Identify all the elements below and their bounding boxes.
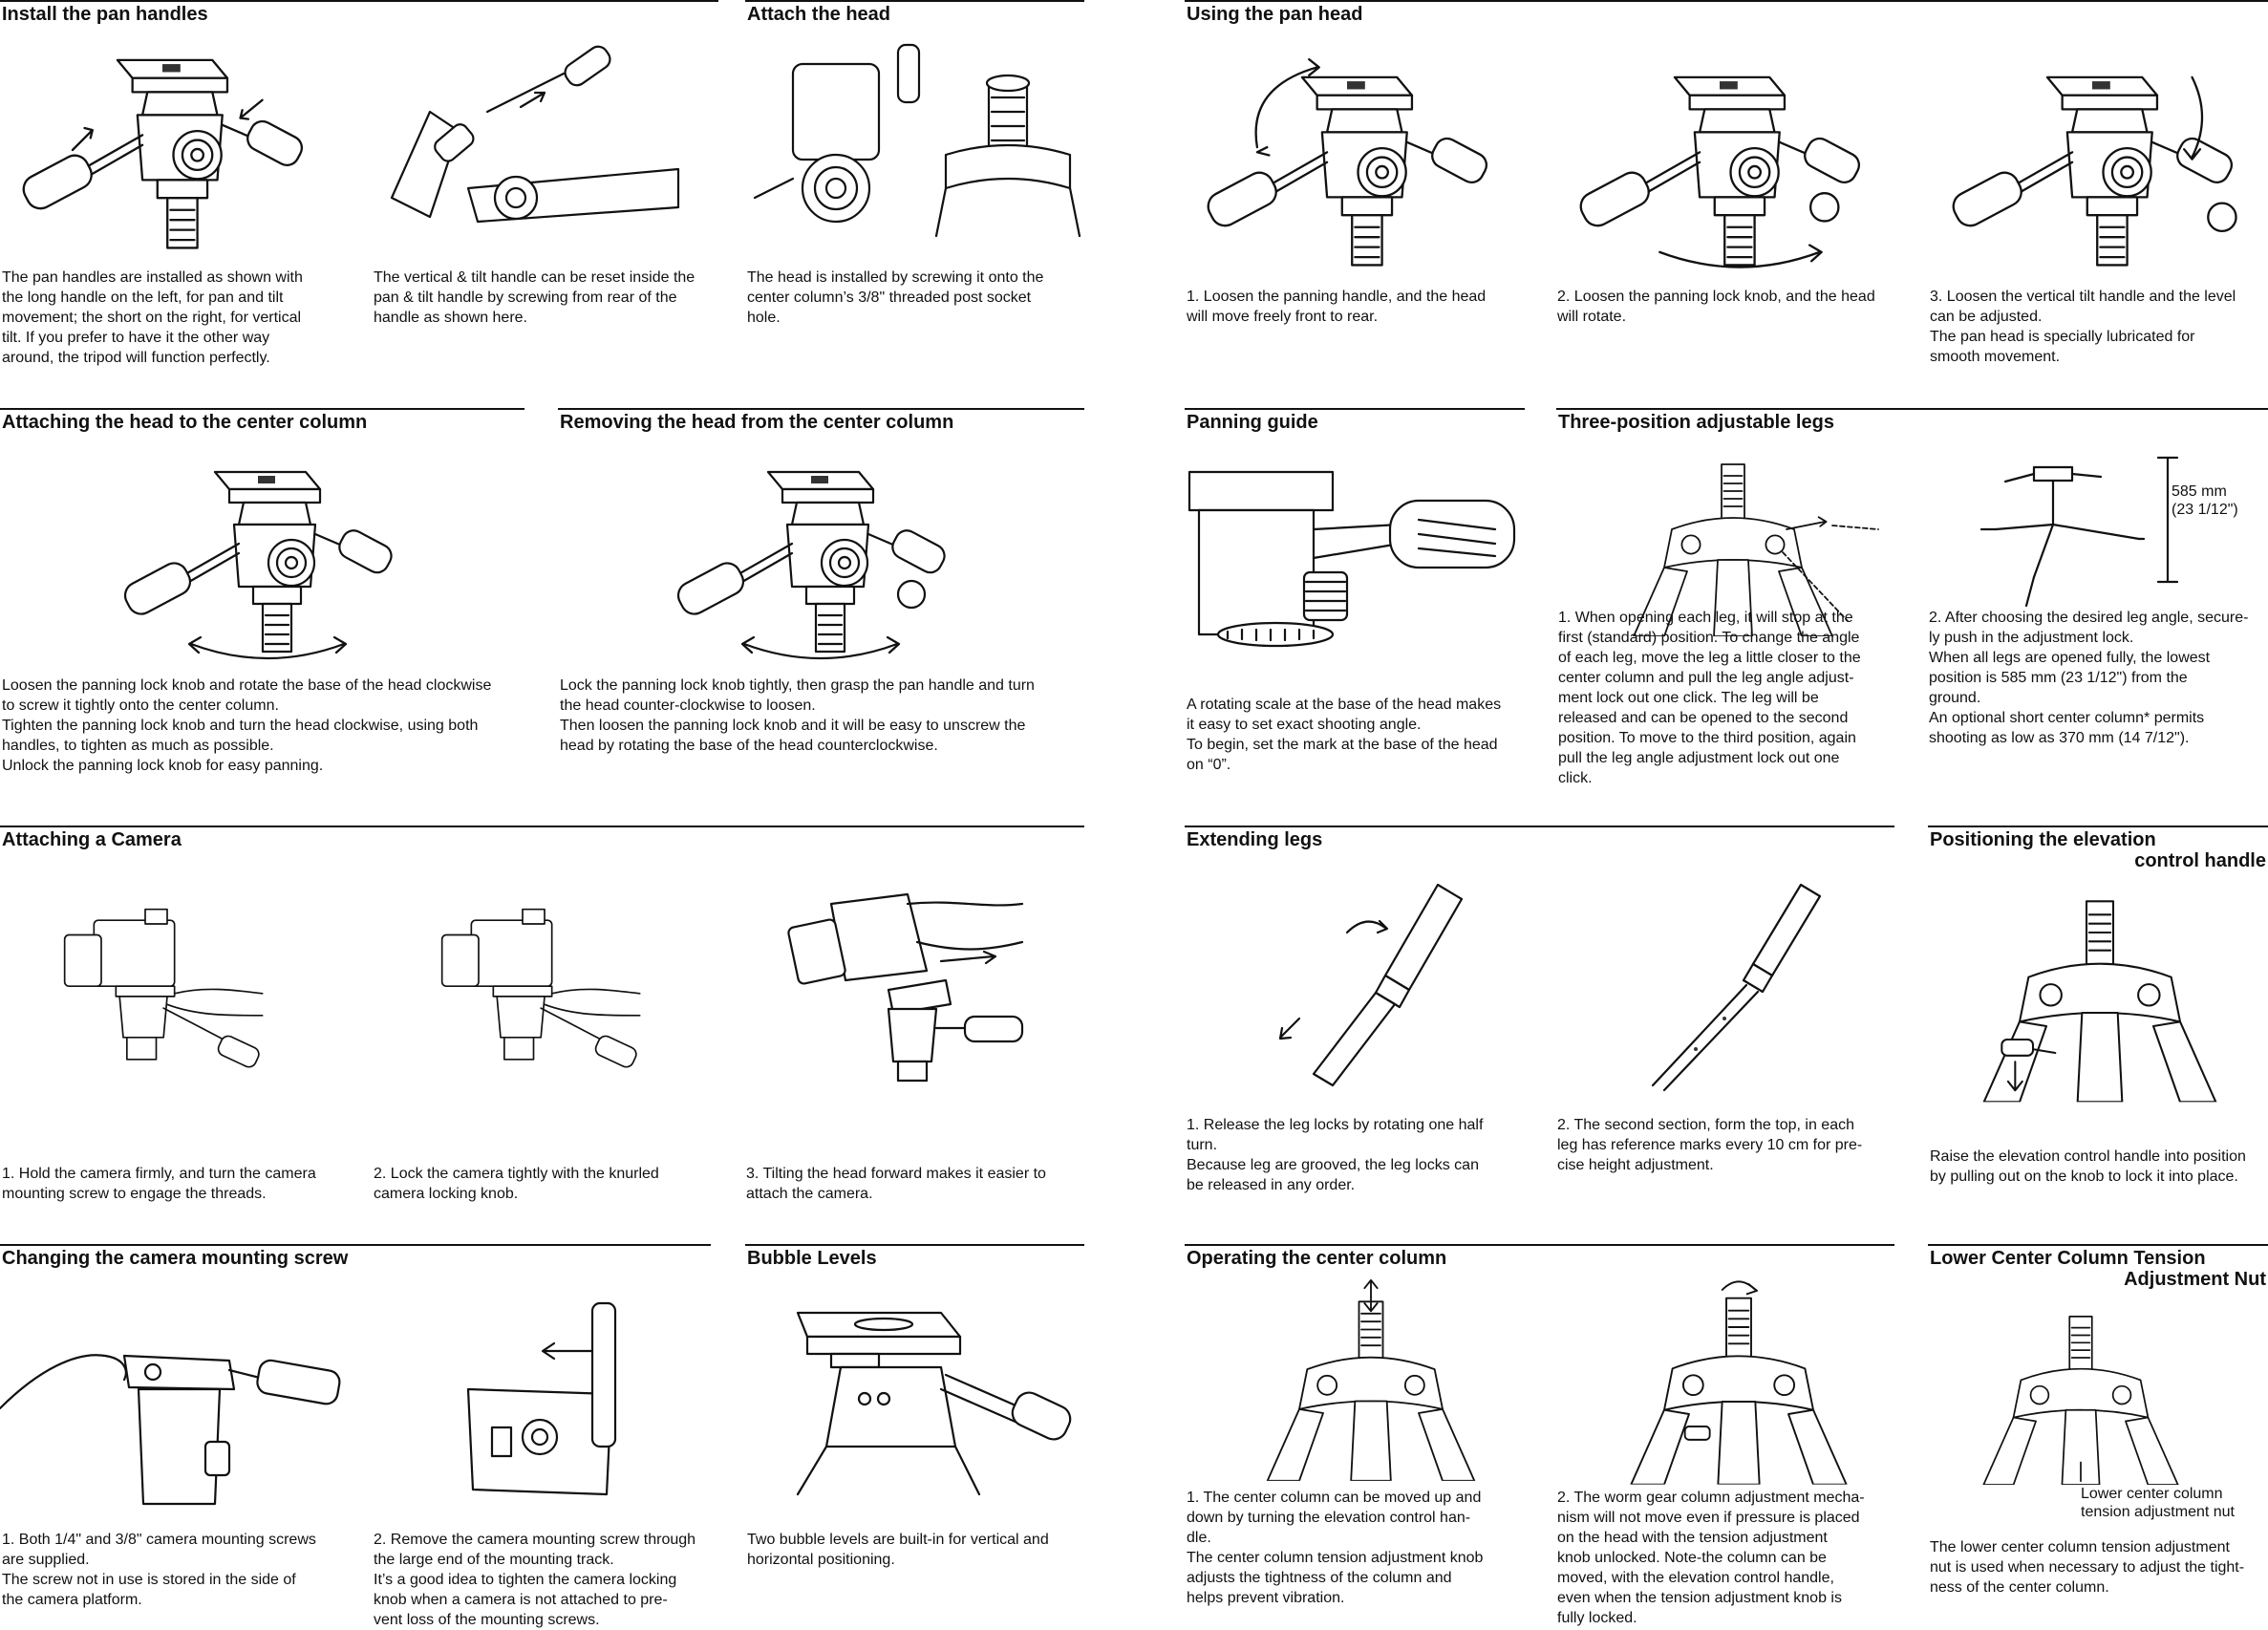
changing-screw-step2: 2. Remove the camera mounting screw through the large end of the mounting track. It’s a good idea to tighten the camera locking knob when a camera is not attached to pre- vent loss of the mounting screws. bbox=[374, 1532, 696, 1628]
screw-removal-illustration bbox=[449, 1294, 640, 1504]
section-three-position-legs bbox=[1556, 408, 2268, 792]
pan-head-step1-illustration bbox=[1189, 57, 1505, 277]
section-title: Attaching a Camera bbox=[2, 829, 182, 850]
section-title: Operating the center column bbox=[1187, 1248, 1447, 1269]
section-extending-legs bbox=[1185, 826, 1894, 1210]
panning-guide-text: A rotating scale at the base of the head makes it easy to set exact shooting angle. To begin, set the mark at the base of the head on “0”. bbox=[1187, 697, 1502, 773]
operating-column-step1-illustration bbox=[1252, 1284, 1490, 1494]
using-pan-head-step1: 1. Loosen the panning handle, and the head will move freely front to rear. bbox=[1187, 289, 1487, 325]
section-title: Attaching the head to the center column bbox=[2, 412, 368, 433]
camera-step1-illustration bbox=[57, 880, 277, 1100]
using-pan-head-step2: 2. Loosen the panning lock knob, and the head will rotate. bbox=[1557, 289, 1875, 325]
tension-nut-callout: Lower center column tension adjustment nut bbox=[2081, 1486, 2235, 1520]
panning-guide-illustration bbox=[1189, 472, 1519, 654]
changing-screw-step1: 1. Both 1/4" and 3/8" camera mounting screws are supplied. The screw not in use is stored in the side of the camera platform. bbox=[2, 1532, 316, 1608]
camera-step3-illustration bbox=[793, 885, 1041, 1085]
section-using-pan-head bbox=[1185, 0, 2268, 384]
pan-head-step2-illustration bbox=[1562, 57, 1877, 277]
remove-column-illustration bbox=[668, 448, 954, 668]
tilt-handle-reset-illustration bbox=[373, 54, 697, 246]
section-changing-screw bbox=[0, 1244, 711, 1628]
elevation-handle-illustration bbox=[1966, 894, 2234, 1105]
section-elevation-handle bbox=[1928, 826, 2268, 1210]
dimension-label: 585 mm (23 1/12") bbox=[2172, 483, 2238, 518]
section-title-line1: Lower Center Column Tension bbox=[1930, 1248, 2206, 1269]
section-title-line1: Positioning the elevation bbox=[1930, 829, 2156, 850]
section-title: Using the pan head bbox=[1187, 4, 1363, 25]
bubble-levels-text: Two bubble levels are built-in for vertical and horizontal positioning. bbox=[747, 1532, 1049, 1568]
extend-legs-step1-illustration bbox=[1242, 885, 1490, 1085]
section-attach-head bbox=[745, 0, 1084, 384]
section-attaching-camera bbox=[0, 826, 1084, 1210]
attach-column-illustration bbox=[115, 448, 401, 668]
section-title: Three-position adjustable legs bbox=[1558, 412, 1834, 433]
attach-column-text: Loosen the panning lock knob and rotate the base of the head clockwise to screw it tightly onto the center column. Tighten the panning lock knob and turn the head clockwise, using both handles, to tighten as much as possible. Unlock the panning lock knob for easy panning. bbox=[2, 677, 492, 774]
section-install-pan-handles bbox=[0, 0, 718, 384]
bubble-levels-illustration bbox=[788, 1303, 1075, 1494]
install-handles-left-text: The pan handles are installed as shown with the long handle on the left, for pan and tilt movement; the short on the right, for vertical tilt. If you prefer to have it the other way around, the tripod will function perfectly. bbox=[2, 269, 303, 366]
section-title: Bubble Levels bbox=[747, 1248, 877, 1269]
attach-head-illustration bbox=[755, 45, 1080, 236]
pan-head-step3-illustration bbox=[1935, 57, 2250, 277]
operating-column-step2-illustration bbox=[1615, 1284, 1863, 1494]
three-position-step1: 1. When opening each leg, it will stop at the first (standard) position. To change the angle of each leg, move the leg a little closer to the center column and pull the leg angle adjust- ment lock out one click. The leg will be released and can be opened to the second position. To move to the third position, again pull the leg angle adjustment lock out one click. bbox=[1558, 610, 1861, 786]
section-remove-from-column bbox=[558, 408, 1084, 792]
section-operating-column bbox=[1185, 1244, 1894, 1628]
section-bubble-levels bbox=[745, 1244, 1084, 1628]
section-title: Panning guide bbox=[1187, 412, 1318, 433]
remove-column-text: Lock the panning lock knob tightly, then grasp the pan handle and turn the head counter-clockwise to loosen. Then loosen the panning lock knob and it will be easy to unscrew the head by rotating the base of the head counterclockwise. bbox=[560, 677, 1035, 754]
section-title-line2: control handle bbox=[2134, 850, 2266, 871]
section-panning-guide bbox=[1185, 408, 1525, 792]
tripod-lowest-position-illustration bbox=[1977, 448, 2187, 620]
extending-legs-step1: 1. Release the leg locks by rotating one half turn. Because leg are grooved, the leg locks can be released in any order. bbox=[1187, 1117, 1484, 1193]
section-title-line2: Adjustment Nut bbox=[2124, 1269, 2266, 1290]
section-title: Install the pan handles bbox=[2, 4, 208, 25]
operating-column-step2: 2. The worm gear column adjustment mecha- nism will not move even if pressure is placed on the head with the tension adjustment knob unlocked. Note-the column can be moved, with the elevation control handle, even when the tension adjustment knob is fully locked. bbox=[1557, 1490, 1865, 1626]
pan-head-handle-install-illustration bbox=[10, 40, 315, 260]
attaching-camera-step2: 2. Lock the camera tightly with the knurled camera locking knob. bbox=[374, 1166, 659, 1202]
operating-column-step1: 1. The center column can be moved up and down by turning the elevation control han- dle. The center column tension adjustment knob adjusts the tightness of the column and helps prevent vibration. bbox=[1187, 1490, 1484, 1606]
attach-head-text: The head is installed by screwing it onto the center column’s 3/8" threaded post socket hole. bbox=[747, 269, 1044, 326]
section-lower-tension-nut bbox=[1928, 1244, 2268, 1628]
using-pan-head-step3: 3. Loosen the vertical tilt handle and the level can be adjusted. The pan head is specially lubricated for smooth movement. bbox=[1930, 289, 2236, 365]
section-attach-to-column bbox=[0, 408, 524, 792]
extending-legs-step2: 2. The second section, form the top, in each leg has reference marks every 10 cm for pre- cise height adjustment. bbox=[1557, 1117, 1863, 1173]
install-handles-right-text: The vertical & tilt handle can be reset inside the pan & tilt handle by screwing from rear of the handle as shown here. bbox=[374, 269, 695, 326]
section-title: Attach the head bbox=[747, 4, 891, 25]
three-position-step2: 2. After choosing the desired leg angle, secure- ly push in the adjustment lock. When all legs are opened fully, the lowest position is 585 mm (23 1/12") from the ground. An optional short center column* permits shooting as low as 370 mm (14 7/12"). bbox=[1929, 610, 2249, 746]
attaching-camera-step1: 1. Hold the camera firmly, and turn the camera mounting screw to engage the threads. bbox=[2, 1166, 316, 1202]
lower-tension-nut-illustration bbox=[1966, 1313, 2195, 1485]
camera-step2-illustration bbox=[435, 880, 654, 1100]
attaching-camera-step3: 3. Tilting the head forward makes it easier to attach the camera. bbox=[746, 1166, 1046, 1202]
elevation-handle-text: Raise the elevation control handle into position by pulling out on the knob to lock it into place. bbox=[1930, 1148, 2246, 1185]
extend-legs-step2-illustration bbox=[1615, 885, 1834, 1085]
section-title: Removing the head from the center column bbox=[560, 412, 954, 433]
lower-tension-nut-text: The lower center column tension adjustment nut is used when necessary to adjust the tight- ness of the center column. bbox=[1930, 1539, 2245, 1596]
screw-storage-illustration bbox=[0, 1313, 344, 1504]
section-title: Extending legs bbox=[1187, 829, 1323, 850]
section-title: Changing the camera mounting screw bbox=[2, 1248, 349, 1269]
